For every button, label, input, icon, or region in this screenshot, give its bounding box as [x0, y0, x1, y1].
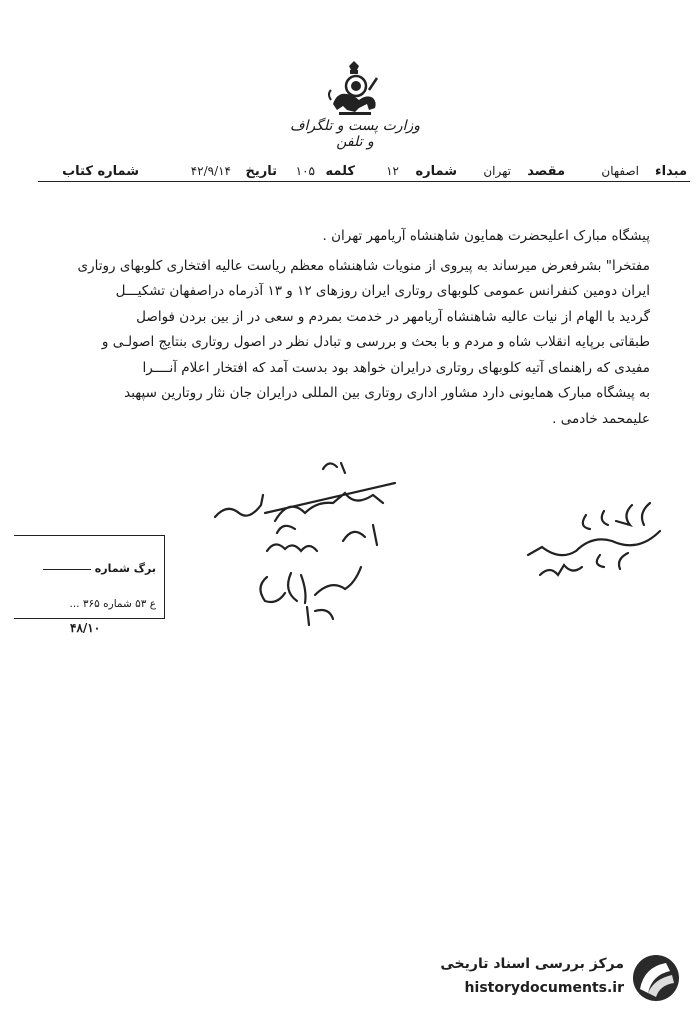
ministry-name: وزارت پست و تلگراف و تلفن [290, 118, 420, 150]
letter-line: مفیدی که راهنمای آتیه کلوبهای روتاری درایران خواهد بود بدست آمد که افتخار اعلام آنــــرا [142, 359, 650, 376]
telegram-header [38, 164, 690, 186]
registry-stamp [14, 535, 165, 619]
stamp-reference-line: ع ۵۳ شماره ۳۶۵ ... [69, 598, 156, 610]
letter-line: مفتخرا" بشرفعرض میرساند به پیروی از منویات شاهنشاه معظم ریاست عالیه افتخاری کلوبهای روتاری [77, 257, 650, 274]
letter-line: ایران دومین کنفرانس عمومی کلوبهای روتاری ایران روزهای ۱۲ و ۱۳ آذرماه دراصفهان تشکیـــل [115, 283, 650, 299]
origin-label: مبداء [652, 164, 690, 179]
date-label: تاریخ [243, 164, 281, 179]
origin-value: اصفهان [598, 164, 642, 178]
header-rule [38, 181, 690, 182]
stamp-reference-number: ۴۸/۱۰ [70, 621, 101, 635]
destination-label: مقصد [524, 164, 568, 179]
handwritten-annotation-center [205, 455, 415, 630]
watermark [418, 950, 688, 1006]
letter-body [40, 224, 650, 432]
lion-and-sun-emblem-icon [325, 60, 383, 118]
handwritten-annotation-right [520, 495, 670, 590]
book-number-label: شماره کتاب [59, 164, 142, 179]
letter-line: گردید با الهام از نیات عالیه شاهنشاه آریامهر در خدمت بمردم و سعی در از بین بردن فواصل [136, 308, 650, 325]
number-value: ۱۲ [383, 164, 402, 178]
watermark-name: مرکز بررسی اسناد تاریخی [440, 956, 624, 972]
date-value: ۴۲/۹/۱۴ [188, 164, 234, 178]
history-documents-logo-icon [630, 953, 682, 1003]
destination-value: تهران [480, 164, 514, 178]
letter-line: علیمحمد خادمی . [552, 410, 650, 427]
number-label: شماره [412, 164, 460, 179]
letter-line: به پیشگاه مبارک همایونی دارد مشاور اداری روتاری بین المللی درایران جان نثار روتارین سپهبد [124, 385, 650, 401]
watermark-url: historydocuments.ir [464, 980, 624, 996]
stamp-sheet-number: برگ شماره [43, 562, 156, 575]
words-label: کلمه [323, 164, 358, 179]
words-value: ۱۰۵ [293, 164, 318, 178]
letter-line: طبقاتی برپایه انقلاب شاه و مردم و با بحث و بررسی و تبادل نظر در اصول روتاری بنتایج اصولـی و [101, 334, 650, 350]
letter-salutation: پیشگاه مبارک اعلیحضرت همایون شاهنشاه آریامهر تهران . [322, 228, 650, 244]
